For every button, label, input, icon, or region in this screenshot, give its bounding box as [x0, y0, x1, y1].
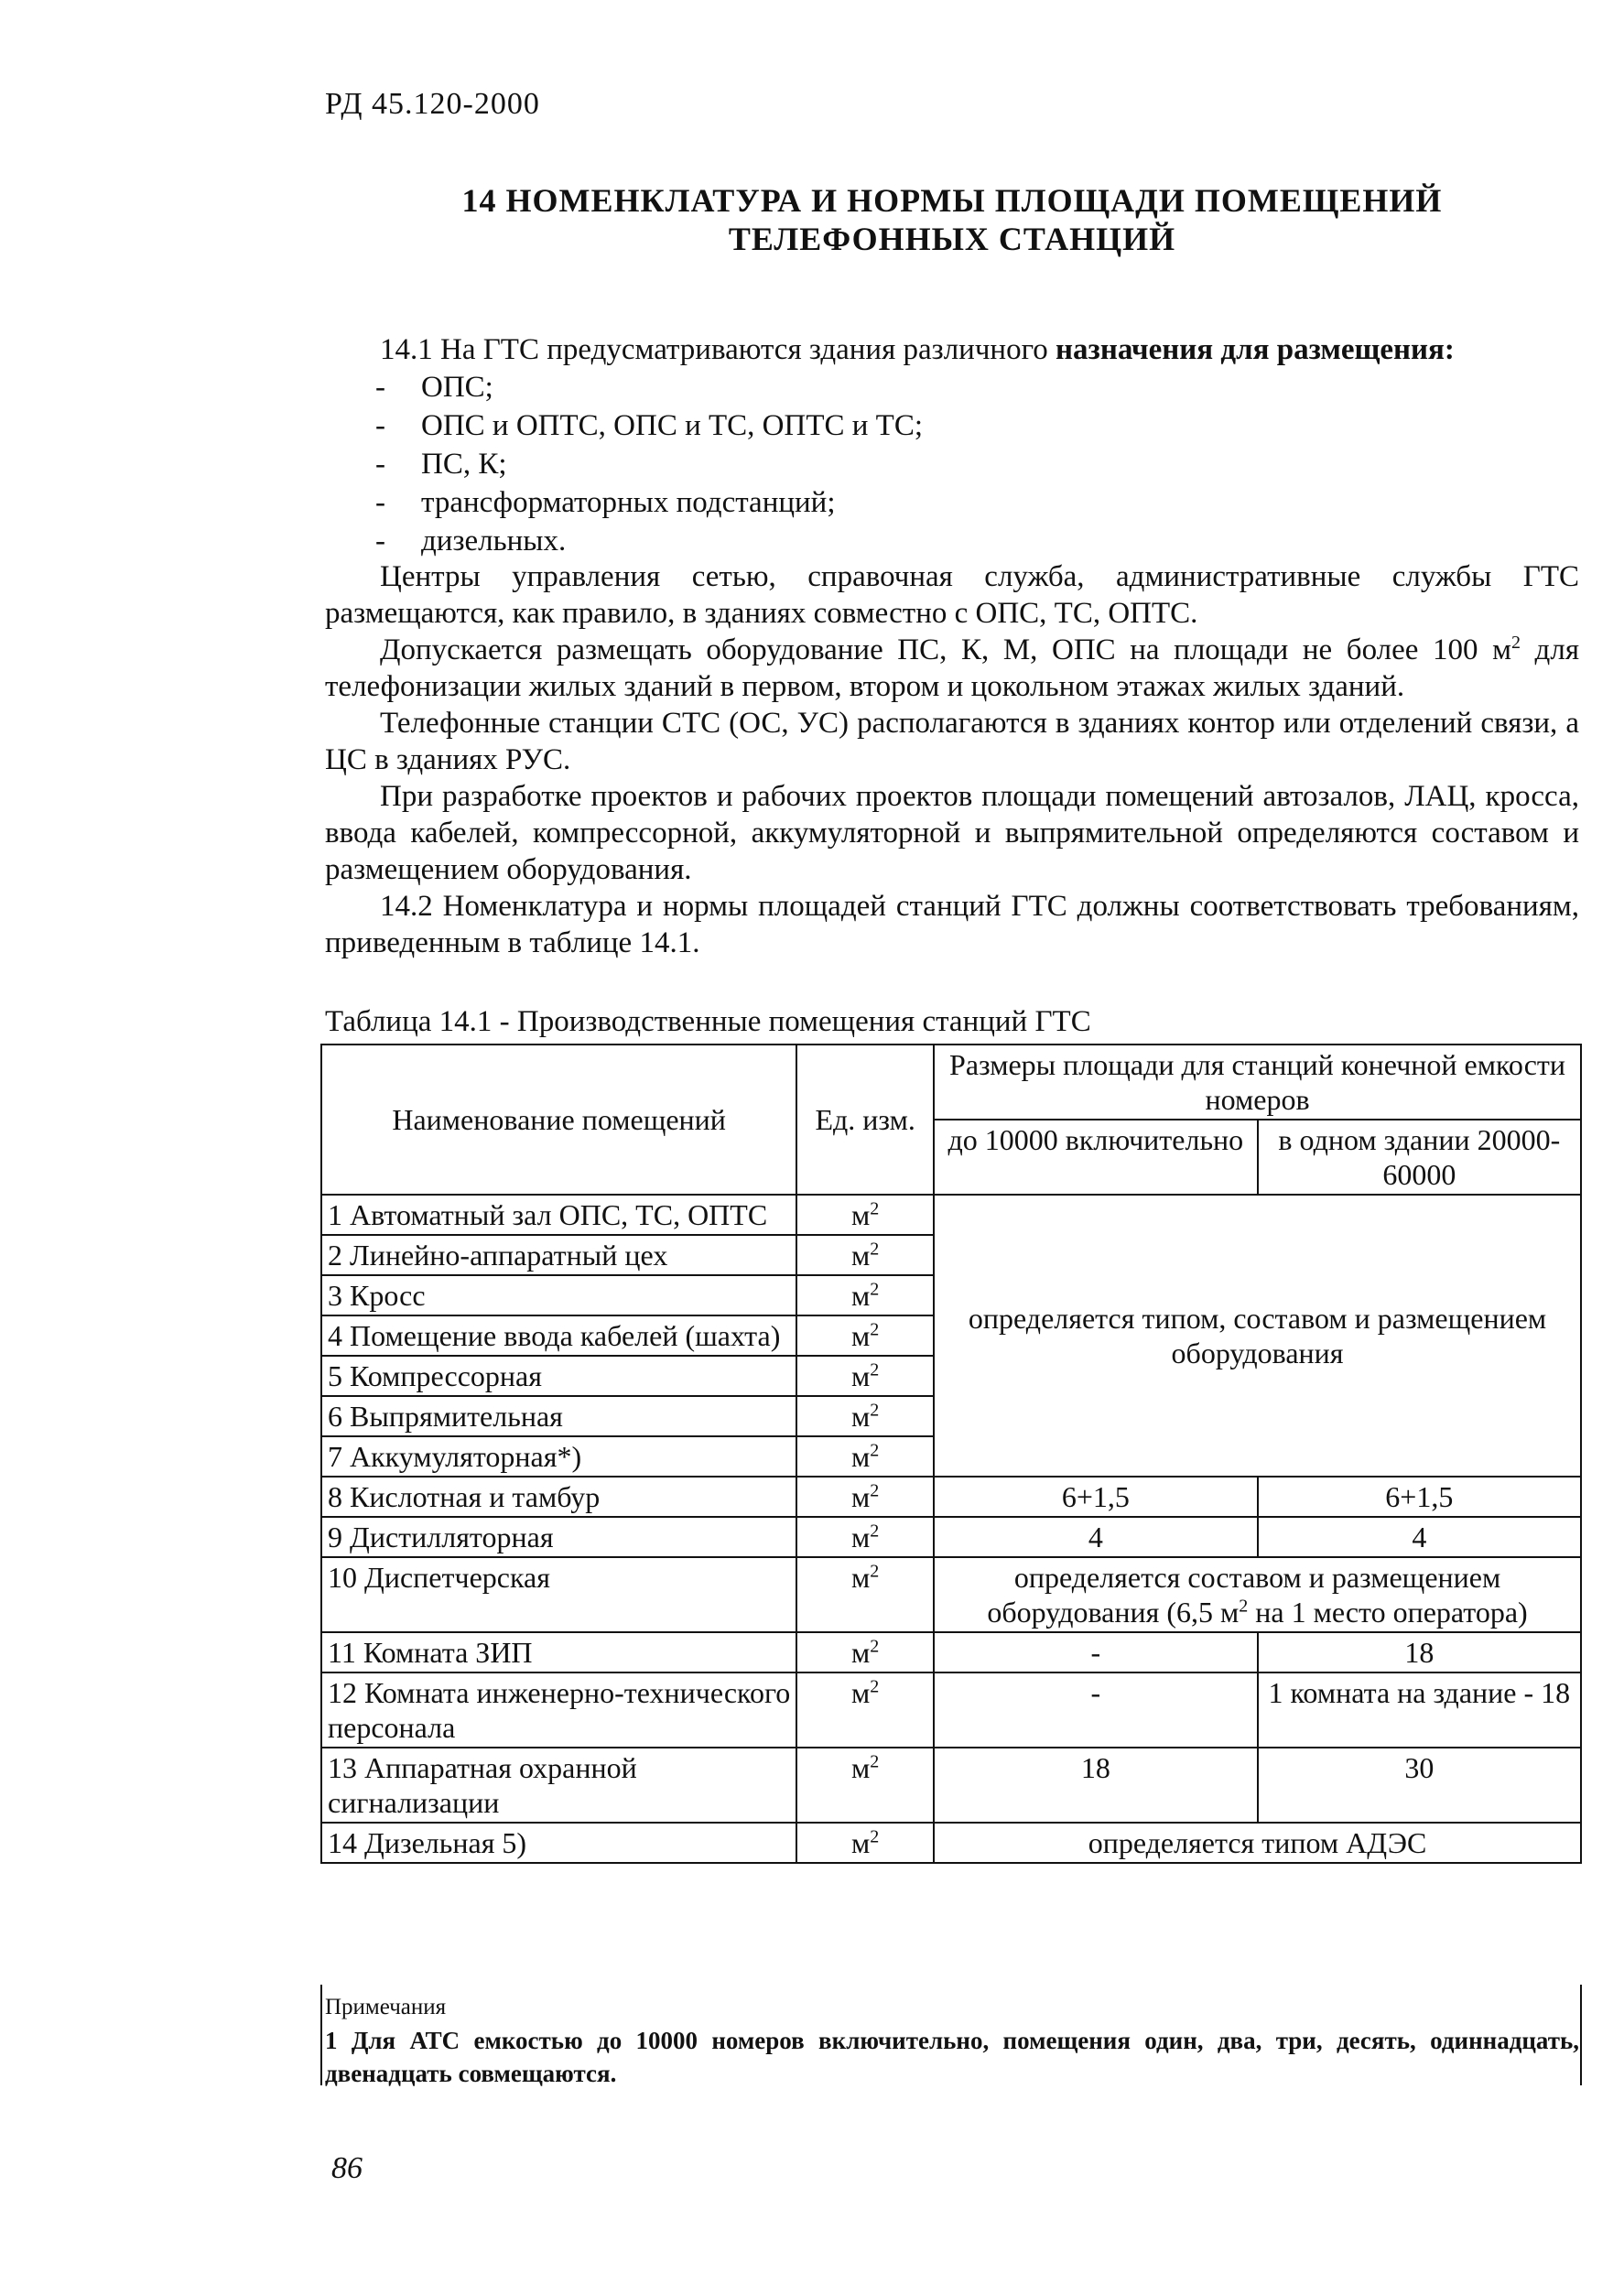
- row-unit: [796, 1195, 934, 1235]
- unit-sup: 2: [870, 1239, 880, 1260]
- row-value-col2: 6+1,5: [1258, 1477, 1581, 1517]
- unit-sup: 2: [870, 1826, 880, 1847]
- row-name: 10 Диспетчерская: [321, 1557, 796, 1632]
- merged-text: определяется составом и размещением оборудования (6,5 м: [987, 1561, 1501, 1629]
- row-value-col2: 18: [1258, 1632, 1581, 1672]
- unit-sup: 2: [870, 1400, 880, 1421]
- row-value-col1: 18: [934, 1748, 1258, 1823]
- unit-base: м: [851, 1239, 871, 1272]
- notes-left-border: [320, 1985, 322, 2085]
- row-name: 14 Дизельная 5): [321, 1823, 796, 1863]
- merged-rows-1-7: определяется типом, составом и размещением оборудования: [934, 1195, 1581, 1477]
- table-row: [321, 1195, 1581, 1235]
- paragraph: При разработке проектов и рабочих проектов площади помещений автозалов, ЛАЦ, кросса, ввода кабелей, компрессорной, аккумуляторной и выпрямительной определяются составом и размещением оборудования.: [325, 780, 1579, 886]
- unit-sup: 2: [870, 1279, 880, 1300]
- header-col1: до 10000 включительно: [934, 1120, 1258, 1195]
- unit-base: м: [851, 1561, 871, 1594]
- body-paragraphs: [325, 558, 1579, 961]
- row-unit: [796, 1672, 934, 1748]
- table-row: [321, 1632, 1581, 1672]
- row-name: 5 Компрессорная: [321, 1356, 796, 1396]
- superscript: 2: [1510, 633, 1521, 653]
- row-name: 11 Комната ЗИП: [321, 1632, 796, 1672]
- row-unit: [796, 1557, 934, 1632]
- table-header-row: [321, 1045, 1581, 1120]
- paragraph: Телефонные станции СТС (ОС, УС) располагаются в зданиях контор или отделений связи, а ЦС в зданиях РУС.: [325, 707, 1579, 776]
- row-name: 13 Аппаратная охранной сигнализации: [321, 1748, 796, 1823]
- row-name: 4 Помещение ввода кабелей (шахта): [321, 1315, 796, 1356]
- row-value-col1: 4: [934, 1517, 1258, 1557]
- row-name: 2 Линейно-аппаратный цех: [321, 1235, 796, 1275]
- row-unit: [796, 1477, 934, 1517]
- unit-base: м: [851, 1440, 871, 1473]
- row-name: 1 Автоматный зал ОПС, ТС, ОПТС: [321, 1195, 796, 1235]
- notes-right-border: [1580, 1985, 1582, 2085]
- unit-sup: 2: [870, 1319, 880, 1340]
- unit-base: м: [851, 1826, 871, 1859]
- unit-base: м: [851, 1751, 871, 1784]
- unit-base: м: [851, 1279, 871, 1312]
- paragraph: Центры управления сетью, справочная служба, административные службы ГТС размещаются, как правило, в зданиях совместно с ОПС, ТС, ОПТС.: [325, 560, 1579, 630]
- merged-sup: 2: [1239, 1596, 1249, 1617]
- list-item: - трансформаторных подстанций;: [375, 483, 923, 522]
- row-unit: [796, 1823, 934, 1863]
- row-unit: [796, 1396, 934, 1436]
- unit-base: м: [851, 1636, 871, 1669]
- table-row: [321, 1748, 1581, 1823]
- table-row: [321, 1517, 1581, 1557]
- unit-sup: 2: [870, 1359, 880, 1380]
- section-title: 14 НОМЕНКЛАТУРА И НОРМЫ ПЛОЩАДИ ПОМЕЩЕНИЙ ТЕЛЕФОННЫХ СТАНЦИЙ: [461, 182, 1443, 257]
- unit-base: м: [851, 1319, 871, 1352]
- row-unit: [796, 1315, 934, 1356]
- unit-base: м: [851, 1359, 871, 1392]
- list-item: - ОПС и ОПТС, ОПС и ТС, ОПТС и ТС;: [375, 406, 923, 445]
- table-notes: [325, 1991, 1579, 2090]
- row-name: 8 Кислотная и тамбур: [321, 1477, 796, 1517]
- unit-base: м: [851, 1521, 871, 1553]
- table-row: [321, 1557, 1581, 1632]
- row-merged-value: определяется типом АДЭС: [934, 1823, 1581, 1863]
- paragraph-text: Допускается размещать оборудование ПС, К, М, ОПС на площади не более 100 м: [380, 633, 1511, 666]
- row-name: 6 Выпрямительная: [321, 1396, 796, 1436]
- page-number: 86: [331, 2151, 363, 2185]
- p14-1-lead: 14.1 На ГТС предусматриваются здания различного: [380, 333, 1056, 366]
- document-code: РД 45.120-2000: [325, 87, 540, 121]
- row-unit: [796, 1275, 934, 1315]
- p14-1-lead-bold: назначения для размещения:: [1056, 333, 1455, 366]
- building-purpose-list: [375, 368, 923, 560]
- unit-sup: 2: [870, 1676, 880, 1697]
- row-value-col2: 4: [1258, 1517, 1581, 1557]
- row-unit: [796, 1748, 934, 1823]
- unit-base: м: [851, 1400, 871, 1433]
- row-value-col1: 6+1,5: [934, 1477, 1258, 1517]
- row-name: 9 Дистилляторная: [321, 1517, 796, 1557]
- merged-text: на 1 место оператора): [1248, 1596, 1528, 1629]
- row-value-col2: 1 комната на здание - 18: [1258, 1672, 1581, 1748]
- header-size: Размеры площади для станций конечной емкости номеров: [934, 1045, 1581, 1120]
- unit-sup: 2: [870, 1521, 880, 1542]
- paragraph-14-1: [325, 331, 1579, 368]
- unit-base: м: [851, 1676, 871, 1709]
- row-unit: [796, 1436, 934, 1477]
- list-item: - дизельных.: [375, 522, 923, 560]
- unit-base: м: [851, 1480, 871, 1513]
- unit-sup: 2: [870, 1440, 880, 1461]
- row-value-col1: -: [934, 1632, 1258, 1672]
- header-col2: в одном здании 20000-60000: [1258, 1120, 1581, 1195]
- note-1: 1 Для АТС емкостью до 10000 номеров включительно, помещения один, два, три, десять, одиннадцать, двенадцать совмещаются.: [325, 2027, 1579, 2087]
- row-unit: [796, 1356, 934, 1396]
- list-item: - ОПС;: [375, 368, 923, 406]
- row-name: 3 Кросс: [321, 1275, 796, 1315]
- header-unit: Ед. изм.: [796, 1045, 934, 1195]
- premises-table: [320, 1044, 1582, 1864]
- row-merged-value: [934, 1557, 1581, 1632]
- table-row: [321, 1477, 1581, 1517]
- paragraph-text: для телефонизации жилых зданий в первом, втором и цокольном этажах жилых зданий.: [325, 633, 1579, 703]
- row-unit: [796, 1235, 934, 1275]
- unit-sup: 2: [870, 1636, 880, 1657]
- table-caption: Таблица 14.1 - Производственные помещения станций ГТС: [325, 1005, 1091, 1038]
- row-unit: [796, 1517, 934, 1557]
- list-item: - ПС, К;: [375, 445, 923, 483]
- row-value-col2: 30: [1258, 1748, 1581, 1823]
- row-name: 7 Аккумуляторная*): [321, 1436, 796, 1477]
- paragraph: [325, 632, 1579, 705]
- unit-sup: 2: [870, 1480, 880, 1501]
- header-name: Наименование помещений: [321, 1045, 796, 1195]
- unit-sup: 2: [870, 1751, 880, 1772]
- row-unit: [796, 1632, 934, 1672]
- row-name: 12 Комната инженерно-технического персонала: [321, 1672, 796, 1748]
- notes-title: Примечания: [325, 1995, 447, 2019]
- row-value-col1: -: [934, 1672, 1258, 1748]
- paragraph: 14.2 Номенклатура и нормы площадей станций ГТС должны соответствовать требованиям, приведенным в таблице 14.1.: [325, 890, 1579, 959]
- unit-base: м: [851, 1198, 871, 1231]
- table-row: [321, 1672, 1581, 1748]
- table-row: [321, 1823, 1581, 1863]
- unit-sup: 2: [870, 1198, 880, 1219]
- unit-sup: 2: [870, 1561, 880, 1582]
